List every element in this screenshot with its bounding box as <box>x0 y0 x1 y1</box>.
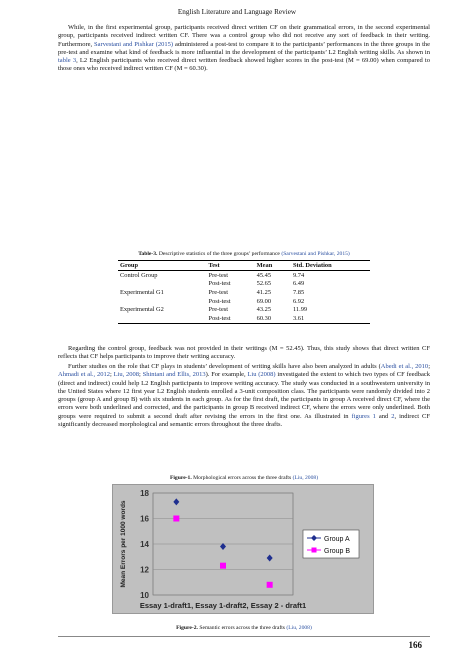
legend-label: Group B <box>324 548 351 555</box>
p3-text-c: investigated the extent to which two types of CF feedback (direct and indirect) could help L2 English participants to improve writing accuracy. The study was conducted in a southwestern university in the United States where 12 first year L2 English students enrolled a 3-unit composition class. The participants were randomly divided into 2 groups (group A and group B) with six students in each group. As for the first draft, the participants in group A received direct CF, where the errors were both underlined and corrected, and the participants in group B received indirect CF, where the errors were only underlined. Both groups were required to submit a second draft after revising the errors in the first one. As illustrated in <box>58 371 431 420</box>
table-cell: Post-test <box>208 297 231 305</box>
p3-and: and <box>378 412 389 420</box>
table-cell: Post-test <box>207 314 255 323</box>
y-tick-label: 18 <box>140 489 149 498</box>
descriptive-stats-table <box>118 260 370 324</box>
table-cell: 6.92 <box>292 297 305 305</box>
table-cell: Pre-test <box>208 288 229 296</box>
figure-1-caption-citation[interactable]: (Liu, 2008) <box>292 475 319 481</box>
y-tick-label: 10 <box>140 591 149 600</box>
data-point-group-b <box>267 582 273 588</box>
table-cell: Control Group <box>120 271 158 279</box>
table-cell: Experimental G2 <box>120 306 164 314</box>
table-cell: 43.25 <box>256 306 272 314</box>
table-row <box>118 288 370 297</box>
table-cell: 45.45 <box>256 271 272 279</box>
header-cell: Mean <box>255 261 291 271</box>
table-caption <box>58 251 430 257</box>
data-point-group-b <box>220 563 226 569</box>
header-cell: Std. Deviation <box>291 261 370 271</box>
table-cell <box>118 314 207 323</box>
table-caption-text: Descriptive statistics of the three groups’ performance <box>158 251 280 257</box>
p1-text-a: While, in the first experimental group, participants received direct written CF on their grammatical errors, in the second experimental group, participants received indirect written CF. There was a control group who did not receive any sort of feedback in their writing. Furthermore, <box>58 24 430 48</box>
table-cell: 69.00 <box>256 297 272 305</box>
figure-2-caption-text: Semantic errors across the three drafts <box>199 625 285 631</box>
figure-1-caption-text: Morphological errors across the three drafts <box>193 475 292 481</box>
table-cell: 6.49 <box>292 280 305 288</box>
table-cell: Post-test <box>208 280 231 288</box>
paragraph-2: Regarding the control group, feedback was not provided in their writings (M = 52.45). Thus, this study shows that direct written CF reflects that CF helps participants to improve their writing accuracy. <box>58 345 430 361</box>
table-cell: 7.85 <box>292 288 305 296</box>
figure-2-caption <box>58 625 430 631</box>
citation-link[interactable]: Shintani and Ellis, 2013 <box>142 371 206 379</box>
citation-link[interactable]: Liu (2008) <box>247 371 276 379</box>
table-cell: Pre-test <box>208 271 229 279</box>
citation-link[interactable]: Liu, 2008 <box>113 371 140 379</box>
citation-link[interactable]: Sarvestani and Pishkar (2015) <box>94 40 174 48</box>
separator: ; <box>139 371 143 379</box>
x-axis-label: Essay 1-draft1, Essay 1-draft2, Essay 2 - draft1 <box>139 601 307 610</box>
p3-text-b: ). For example, <box>205 371 246 379</box>
table-row <box>118 305 370 314</box>
table-cell: 41.25 <box>256 288 272 296</box>
page-number: 166 <box>408 640 422 650</box>
legend-label: Group A <box>324 536 350 543</box>
header-cell: Group <box>118 261 207 271</box>
p3-text-d: , indirect CF significantly decreased morphological and semantic errors throughout the three drafts. <box>58 412 431 429</box>
citation-link[interactable]: Ahmadi et al., 2012 <box>58 371 110 379</box>
footer-rule <box>58 636 430 637</box>
figure-1-chart <box>112 484 374 614</box>
separator: ; <box>428 363 430 370</box>
table-cell: Pre-test <box>208 306 229 314</box>
y-axis-label: Mean Errors per 1000 words <box>120 500 127 588</box>
table-row <box>118 271 370 280</box>
table-row <box>118 297 370 306</box>
table-cell: 9.74 <box>292 271 305 279</box>
p3-text-a: Further studies on the role that CF plays in students’ development of writing skills have also been analyzed in adults ( <box>68 363 381 370</box>
figure-reference-link[interactable]: figures 1 <box>351 412 376 420</box>
separator: ; <box>109 371 114 379</box>
y-tick-label: 16 <box>140 514 149 524</box>
y-tick-label: 12 <box>140 565 149 575</box>
header-cell: Test <box>207 261 255 271</box>
table-cell: 3.61 <box>291 314 370 323</box>
table-reference-link[interactable]: table 3 <box>58 57 77 65</box>
p1-text-b: administered a post-test to compare it to the participants’ performances in the three groups in the pre-test and examine what kind of feedback is more influential in the development of the participants’ L2 English writing skills. As shown in <box>58 40 431 56</box>
table-cell <box>118 297 207 306</box>
p1-text-c: , L2 English participants who received direct written feedback showed higher scores in the post-test (M = 69.00) when compared to those ones who received indirect written CF (M = 60.30). <box>58 57 430 73</box>
running-header: English Literature and Language Review <box>177 8 297 16</box>
figure-2-caption-label: Figure-2. <box>176 625 198 631</box>
table-caption-label: Table-3. <box>138 251 158 257</box>
data-point-group-b <box>173 516 179 522</box>
figure-1-svg <box>113 485 373 613</box>
figure-1-caption <box>58 475 430 481</box>
paragraph-1 <box>58 24 430 74</box>
table-row <box>118 314 370 323</box>
y-tick-label: 14 <box>140 540 149 549</box>
table-caption-citation[interactable]: (Sarvestani and Pishkar, 2015) <box>281 251 350 257</box>
table-cell <box>118 280 207 289</box>
table-cell: 60.30 <box>255 314 291 323</box>
citation-link[interactable]: Abedi et al., 2010 <box>380 363 429 370</box>
table-row <box>118 280 370 289</box>
table-cell: 11.99 <box>292 306 308 314</box>
table-cell: Experimental G1 <box>120 288 164 296</box>
figure-reference-link[interactable]: 2 <box>391 412 395 420</box>
paragraph-3 <box>58 363 430 429</box>
legend-marker <box>312 548 317 553</box>
table-cell: 52.65 <box>256 280 272 288</box>
table-header-row <box>118 261 370 271</box>
figure-1-caption-label: Figure-1. <box>169 475 192 481</box>
figure-2-caption-citation[interactable]: (Liu, 2008) <box>286 625 312 631</box>
